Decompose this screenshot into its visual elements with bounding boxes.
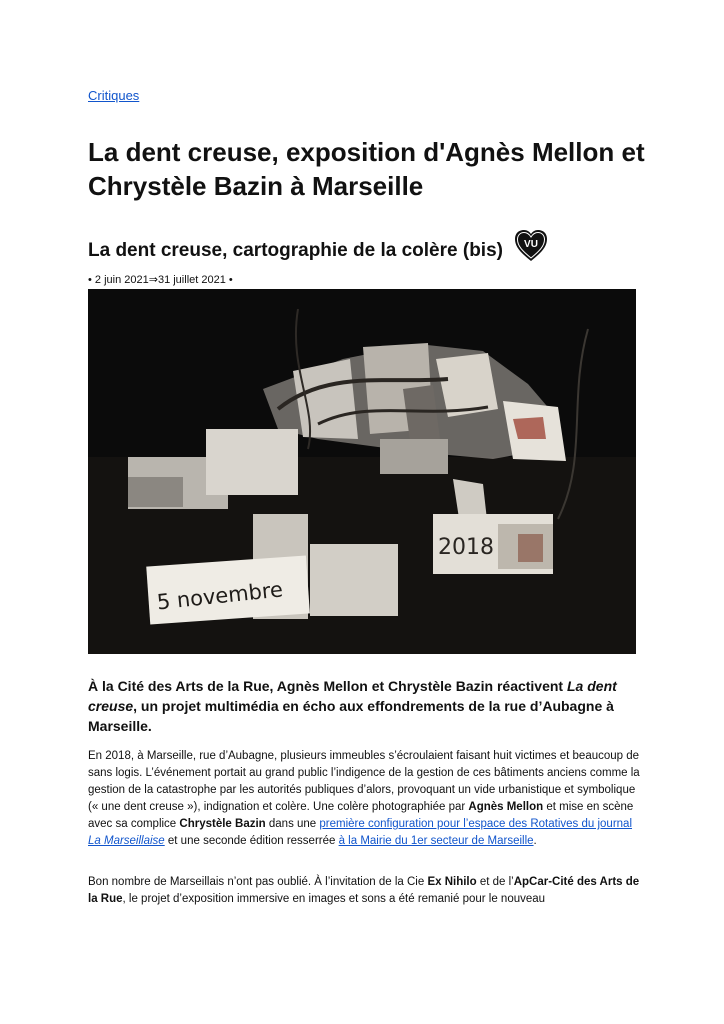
p1-bold-2: Chrystèle Bazin <box>179 818 266 830</box>
rotatives-link-text[interactable]: première configuration pour l’espace des Rotatives du journal <box>319 818 633 830</box>
lead-italic: La dent creuse <box>88 678 617 714</box>
article-title: La dent creuse, exposition d'Agnès Mellon et Chrystèle Bazin à Marseille <box>88 137 645 201</box>
lead-part2: , un projet multimédia en écho aux effondrements de la rue d’Aubagne à Marseille. <box>88 698 614 734</box>
p1-text-5: . <box>533 835 537 847</box>
p1-text-3: dans une <box>265 818 320 830</box>
badge-text: VU <box>524 239 538 250</box>
p2-bold-2: ApCar-Cité des Arts de la Rue <box>88 876 640 905</box>
p2-bold-1: Ex Nihilo <box>427 876 477 888</box>
photo-illustration <box>88 289 636 654</box>
p2-text-2: et de l’ <box>476 876 514 888</box>
p2-text-1: Bon nombre de Marseillais n’ont pas oublié. À l’invitation de la Cie <box>88 876 428 888</box>
article-lead <box>88 676 628 736</box>
p1-text-2: et mise en scène avec sa complice <box>88 801 634 830</box>
rotatives-link-italic[interactable]: La Marseillaise <box>88 835 165 847</box>
category-link[interactable]: Critiques <box>88 88 140 103</box>
overlay-date: 5 novembre <box>155 577 285 615</box>
overlay-year: 2018 <box>438 535 494 560</box>
mairie-link[interactable]: à la Mairie du 1er secteur de Marseille <box>338 835 534 847</box>
lead-part1: À la Cité des Arts de la Rue, Agnès Mellon et Chrystèle Bazin réactivent <box>88 678 567 694</box>
p2-text-3: , le projet d’exposition immersive en images et sons a été remanié pour le nouveau <box>122 893 546 905</box>
paragraph-1 <box>88 748 640 850</box>
p1-bold-1: Agnès Mellon <box>468 801 544 813</box>
p1-text-4: et une seconde édition resserrée <box>164 835 339 847</box>
subtitle-row <box>88 228 648 264</box>
heart-badge-icon <box>513 228 549 264</box>
p1-text-1: En 2018, à Marseille, rue d’Aubagne, plusieurs immeubles s’écroulaient faisant huit victimes et beaucoup de sans logis. L’événement portait au grand public l’indigence de la gestion de ces bâtiments anciens comme la gestion de la catastrophe par les autorités publiques d’alors, provoquant un vide urbanistique et symbolique (« une dent creuse »), indignation et colère. Une colère photographiée par <box>88 750 640 813</box>
exhibition-dates: • 2 juin 2021⇒31 juillet 2021 • <box>88 274 233 286</box>
exhibition-photo <box>88 289 636 654</box>
article-subtitle: La dent creuse, cartographie de la colère (bis) <box>88 240 503 261</box>
paragraph-2 <box>88 874 640 908</box>
